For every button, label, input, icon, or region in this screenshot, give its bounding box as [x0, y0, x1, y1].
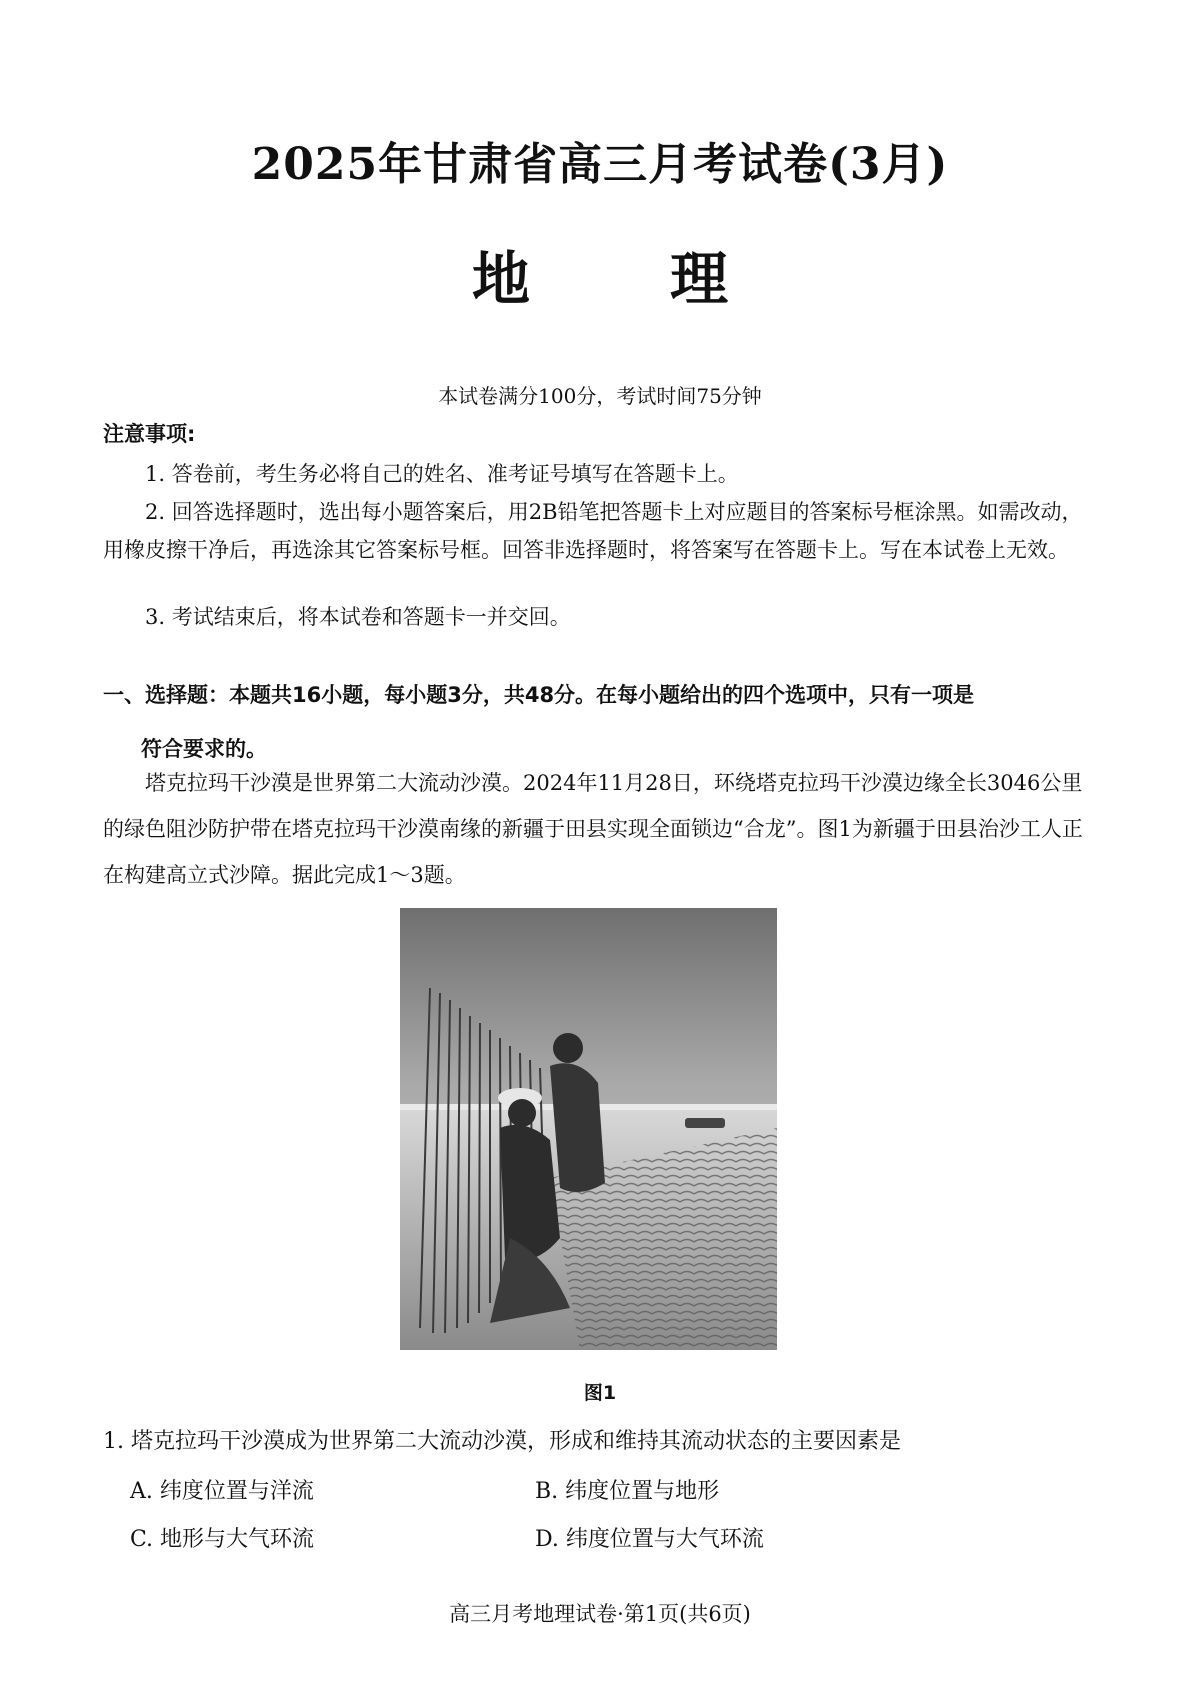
notice-item-3: 3. 考试结束后，将本试卷和答题卡一并交回。 [145, 605, 571, 629]
exam-title: 2025年甘肃省高三月考试卷(3月) [251, 139, 949, 190]
subject-char-1: 地 [471, 245, 530, 313]
figure-caption: 图1 [583, 1382, 617, 1404]
option-a: A. 纬度位置与洋流 [130, 1479, 314, 1504]
option-c: C. 地形与大气环流 [130, 1527, 315, 1552]
figure-1-photo [400, 908, 777, 1350]
subject-char-2: 理 [670, 245, 729, 313]
score-time-line: 本试卷满分100分，考试时间75分钟 [438, 384, 762, 408]
notice-item-1: 1. 答卷前，考生务必将自己的姓名、准考证号填写在答题卡上。 [145, 462, 739, 486]
page-footer: 高三月考地理试卷·第1页(共6页) [449, 1602, 751, 1626]
question-1-stem: 1. 塔克拉玛干沙漠成为世界第二大流动沙漠，形成和维持其流动状态的主要因素是 [103, 1429, 901, 1454]
option-d: D. 纬度位置与大气环流 [535, 1527, 764, 1552]
section-heading-line-2: 符合要求的。 [141, 737, 267, 761]
section-heading-line-1: 一、选择题：本题共16小题，每小题3分，共48分。在每小题给出的四个选项中，只有一项是 [103, 683, 975, 707]
option-b: B. 纬度位置与地形 [535, 1479, 720, 1504]
sand-barrier-photo [400, 908, 777, 1350]
notice-heading: 注意事项: [103, 422, 196, 446]
notice-item-2: 2. 回答选择题时，选出每小题答案后，用2B铅笔把答题卡上对应题目的答案标号框涂黑。如需改动，用橡皮擦干净后，再选涂其它答案标号框。回答非选择题时，将答案写在答题卡上。写在本试卷上无效。 [103, 500, 1083, 562]
subject-heading [0, 232, 1200, 316]
reading-passage: 塔克拉玛干沙漠是世界第二大流动沙漠。2024年11月28日，环绕塔克拉玛干沙漠边缘全长3046公里的绿色阻沙防护带在塔克拉玛干沙漠南缘的新疆于田县实现全面锁边“合龙”。图1为新疆于田县治沙工人正在构建高立式沙障。据此完成1～3题。 [103, 771, 1083, 887]
